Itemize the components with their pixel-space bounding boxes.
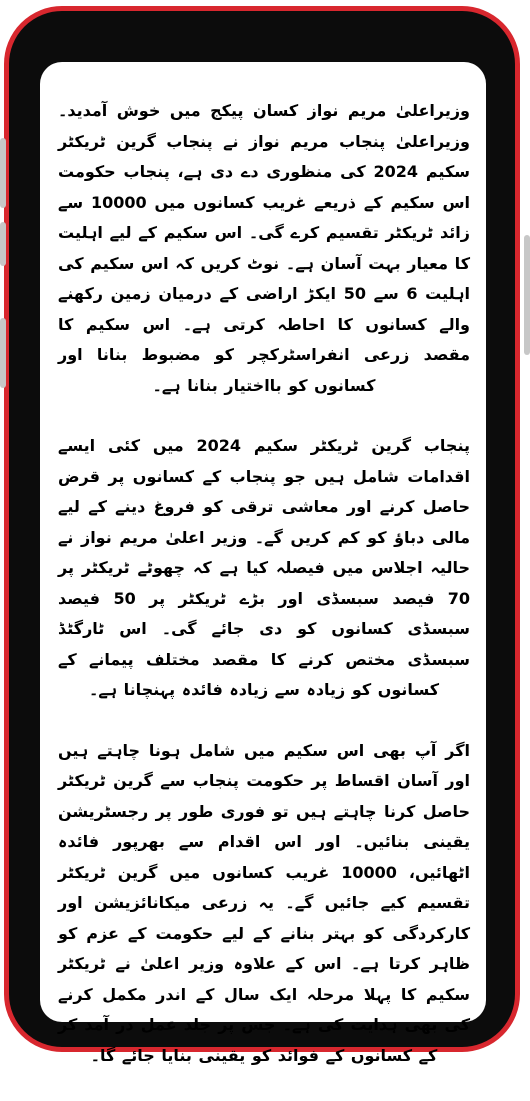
article-body (58, 96, 470, 1101)
phone-side-button (0, 222, 6, 266)
article-paragraph: اگر آپ بھی اس سکیم میں شامل ہونا چاہتے ہیں اور آسان اقساط پر حکومت پنجاب سے گرین ٹریکٹر حاصل کرنا چاہتے ہیں تو فوری طور پر رجسٹریشن یقینی بنائیں۔ اور اس اقدام سے بھرپور فائدہ اٹھائیں، 10000 غریب کسانوں میں گرین ٹریکٹر تقسیم کیے جائیں گے۔ یہ زرعی میکانائزیشن اور کارکردگی کو بہتر بنانے کے لیے حکومت کے عزم کو ظاہر کرتا ہے۔ اس کے علاوہ وزیر اعلیٰ نے ٹریکٹر سکیم کا پہلا مرحلہ ایک سال کے اندر مکمل کرنے کی بھی ہدایت کی ہے۔ جس پر جلد عمل در آمد کر کے کسانوں کے فوائد کو یقینی بنایا جائے گا۔ (58, 740, 470, 1065)
article-paragraph: وزیراعلیٰ مریم نواز کسان پیکج میں خوش آمدید۔ وزیراعلیٰ پنجاب مریم نواز نے پنجاب گرین ٹریکٹر سکیم 2024 کی منظوری دے دی ہے، پنجاب حکومت اس سکیم کے ذریعے غریب کسانوں میں 10000 سے زائد ٹریکٹر تقسیم کرے گی۔ اس سکیم کے لیے اہلیت کا معیار بہت آسان ہے۔ نوٹ کریں کہ اس سکیم کی اہلیت 6 سے 50 ایکڑ اراضی کے درمیان زمین رکھنے والے کسانوں کا احاطہ کرتی ہے۔ اس سکیم کا مقصد زرعی انفراسٹرکچر کو مضبوط بنانا اور کسانوں کو بااختیار بنانا ہے۔ (58, 101, 471, 395)
phone-side-button (0, 138, 6, 208)
article-paragraph: پنجاب گرین ٹریکٹر سکیم 2024 میں کئی ایسے اقدامات شامل ہیں جو پنجاب کے کسانوں پر قرض حاصل کرنے اور معاشی ترقی کو فروغ دینے کے لیے مالی دباؤ کو کم کریں گے۔ وزیر اعلیٰ مریم نواز نے حالیہ اجلاس میں فیصلہ کیا ہے کہ چھوٹے ٹریکٹر پر 70 فیصد سبسڈی اور بڑے ٹریکٹر پر 50 فیصد سبسڈی کسانوں کو دی جائے گی۔ اس ٹارگٹڈ سبسڈی مختص کرنے کا مقصد مختلف پیمانے کے کسانوں کو زیادہ سے زیادہ فائدہ پہنچانا ہے۔ (58, 436, 471, 699)
phone-screen[interactable] (40, 62, 486, 1065)
phone-power-button (524, 235, 530, 355)
phone-side-button (0, 318, 6, 388)
